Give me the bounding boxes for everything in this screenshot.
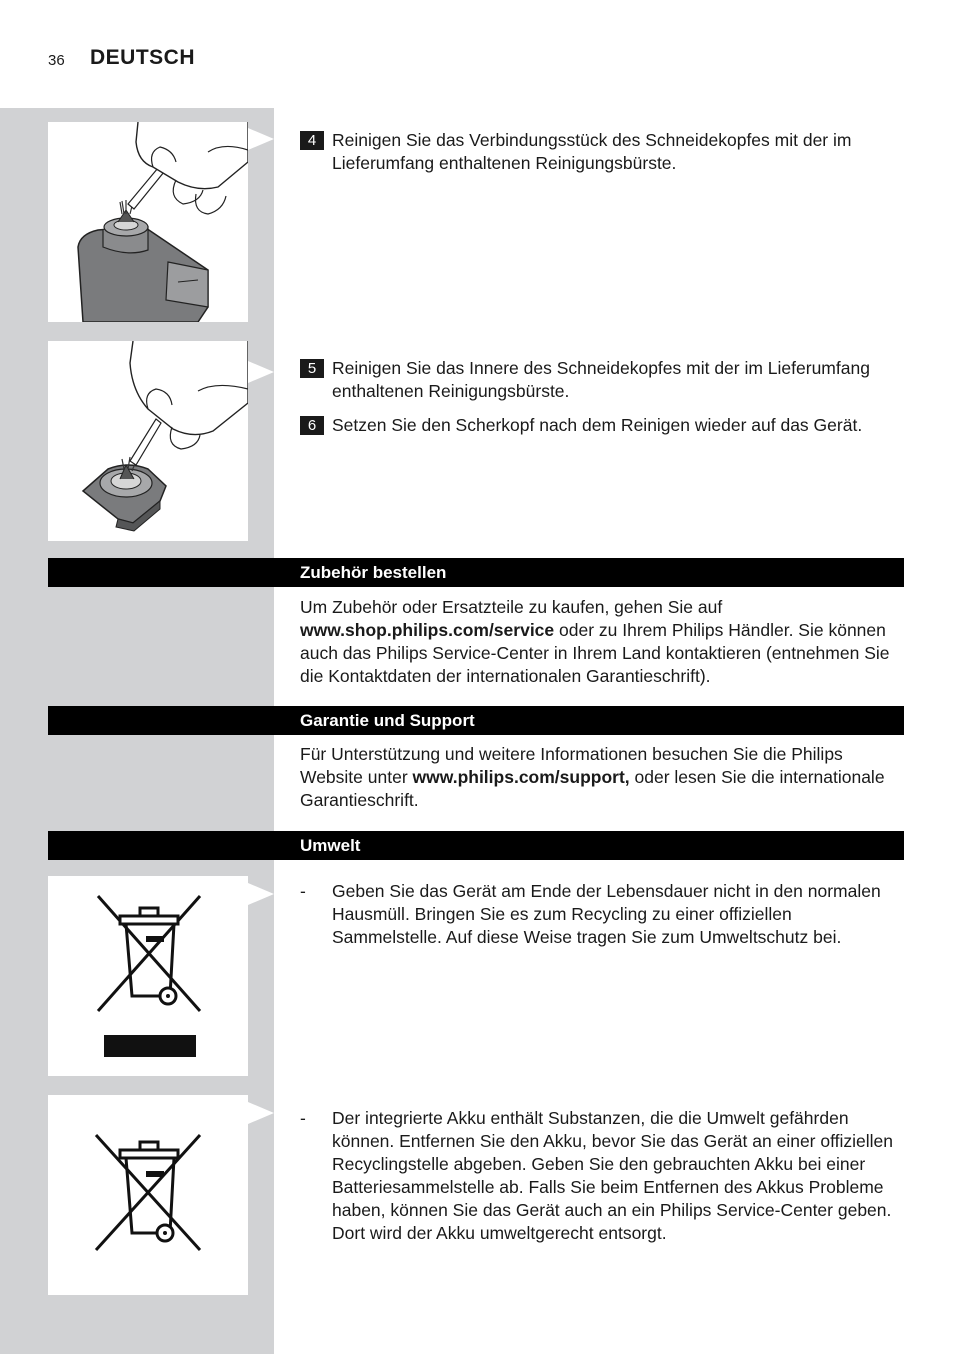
- step-number: 6: [300, 416, 324, 435]
- accessories-text-before: Um Zubehör oder Ersatzteile zu kaufen, gehen Sie auf: [300, 597, 723, 617]
- environment-bullet: [300, 1107, 906, 1245]
- guarantee-paragraph: [300, 743, 906, 812]
- guarantee-text-before: Für Unterstützung und weitere Informationen besuchen Sie die Philips Website unter: [300, 744, 843, 787]
- step-4: [300, 129, 906, 175]
- step-number: 5: [300, 359, 324, 378]
- accessories-link[interactable]: www.shop.philips.com/service: [300, 620, 555, 640]
- guarantee-link[interactable]: www.philips.com/support,: [412, 767, 630, 787]
- bullet-text: Geben Sie das Gerät am Ende der Lebensdauer nicht in den normalen Hausmüll. Bringen Sie es zum Recycling zu einer offiziellen Sammelstelle. Auf diese Weise tragen Sie zum Umweltschutz bei.: [332, 881, 881, 947]
- step-text: Reinigen Sie das Verbindungsstück des Schneidekopfes mit der im Lieferumfang enthaltenen Reinigungsbürste.: [332, 130, 852, 173]
- step-text: Reinigen Sie das Innere des Schneidekopfes mit der im Lieferumfang enthaltenen Reinigungsbürste.: [332, 358, 870, 401]
- environment-bullet: [300, 880, 906, 949]
- section-bar-accessories: [48, 558, 904, 587]
- panel-pointer: [248, 1102, 274, 1124]
- step-text: Setzen Sie den Scherkopf nach dem Reinigen wieder auf das Gerät.: [332, 415, 863, 435]
- section-bar-environment: [48, 831, 904, 860]
- illustration-clean-connector: [48, 122, 248, 322]
- guarantee-text-after: oder lesen Sie die internationale Garantieschrift.: [300, 767, 885, 810]
- illustration-clean-inside: [48, 341, 248, 541]
- panel-pointer: [248, 361, 274, 383]
- bullet-dash: -: [300, 881, 306, 901]
- panel-pointer: [248, 128, 274, 150]
- accessories-text-after: oder zu Ihrem Philips Händler. Sie können auch das Philips Service-Center in Ihrem Land kontaktieren (entnehmen Sie die Kontaktdaten der internationalen Garantieschrift).: [300, 620, 890, 686]
- bullet-text: Der integrierte Akku enthält Substanzen, die die Umwelt gefährden können. Entfernen Sie den Akku, bevor Sie das Gerät an einer offiziellen Recyclingstelle abgeben. Geben Sie den gebrauchten Akku bei einer Batteriesammelstelle ab. Falls Sie beim Entfernen des Akkus Probleme haben, können Sie das Gerät auch an ein Philips Service-Center geben. Dort wird der Akku umweltgerecht entsorgt.: [332, 1108, 894, 1243]
- crossed-battery-bin-icon: [48, 1095, 248, 1295]
- step-6: [300, 414, 906, 437]
- crossed-bin-icon: [48, 876, 248, 1076]
- step-number: 4: [300, 131, 324, 150]
- page-number: 36: [48, 52, 65, 69]
- section-bar-guarantee: [48, 706, 904, 735]
- language-heading: DEUTSCH: [90, 46, 196, 69]
- bullet-dash: -: [300, 1108, 306, 1128]
- section-title-environment: Umwelt: [300, 836, 361, 855]
- section-title-accessories: Zubehör bestellen: [300, 563, 447, 582]
- section-title-guarantee: Garantie und Support: [300, 711, 475, 730]
- panel-pointer: [248, 883, 274, 905]
- accessories-paragraph: [300, 596, 906, 688]
- step-5: [300, 357, 906, 403]
